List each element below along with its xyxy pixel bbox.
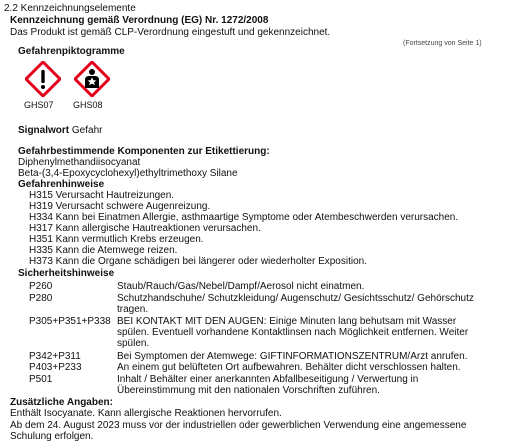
precaution-text: Staub/Rauch/Gas/Nebel/Dampf/Aerosol nicht einatmen. — [117, 281, 365, 292]
precaution-code: P260 — [29, 281, 53, 292]
hazard-statement: H351 Kann vermutlich Krebs erzeugen. — [29, 234, 204, 245]
component-item: Beta-(3,4-Epoxycyclohexyl)ethyltrimethoxy Silane — [18, 168, 238, 179]
precaution-code: P305+P351+P338 — [29, 316, 111, 327]
precaution-text: Schutzhandschuhe/ Schutzkleidung/ Augenschutz/ Gesichtsschutz/ Gehörschutz — [117, 293, 474, 304]
precaution-text: Inhalt / Behälter einer anerkannten Abfallbeseitigung / Verwertung in — [117, 374, 419, 385]
hazard-statement: H335 Kann die Atemwege reizen. — [29, 245, 178, 256]
precaution-text: BEI KONTAKT MIT DEN AUGEN: Einige Minuten lang behutsam mit Wasser — [117, 316, 457, 327]
hazard-statement: H373 Kann die Organe schädigen bei längerer oder wiederholter Exposition. — [29, 256, 367, 267]
hazard-statement: H315 Verursacht Hautreizungen. — [29, 190, 175, 201]
additional-text: Enthält Isocyanate. Kann allergische Reaktionen hervorrufen. — [10, 408, 282, 419]
additional-text: Ab dem 24. August 2023 muss vor der industriellen oder gewerblichen Verwendung eine angemessene — [10, 420, 467, 431]
precaution-text: spülen. — [117, 338, 150, 349]
section-heading: 2.2 Kennzeichnungselemente — [4, 3, 136, 14]
pictograms-heading: Gefahrenpiktogramme — [18, 46, 125, 57]
continued-note: (Fortsetzung von Seite 1) — [403, 40, 482, 47]
classification-intro: Das Produkt ist gemäß CLP-Verordnung eingestuft und gekennzeichnet. — [10, 27, 331, 38]
precaution-code: P280 — [29, 293, 53, 304]
precaution-code: P342+P311 — [29, 351, 81, 362]
precaution-code: P403+P233 — [29, 362, 82, 373]
precaution-text: An einem gut belüfteten Ort aufbewahren. Behälter dicht verschlossen halten. — [117, 362, 461, 373]
components-heading: Gefahrbestimmende Komponenten zur Etikettierung: — [18, 146, 270, 157]
component-item: Diphenylmethandiisocyanat — [18, 157, 141, 168]
hazard-statement: H317 Kann allergische Hautreaktionen verursachen. — [29, 223, 261, 234]
hazard-statement: H319 Verursacht schwere Augenreizung. — [29, 201, 211, 212]
precautionary-heading: Sicherheitshinweise — [18, 268, 115, 279]
pictogram-label: GHS08 — [73, 100, 103, 110]
exclamation-mark-icon — [25, 61, 61, 97]
additional-text: Schulung erfolgen. — [10, 431, 94, 442]
precaution-text: spülen. Eventuell vorhandene Kontaktlinsen nach Möglichkeit entfernen. Weiter — [117, 327, 469, 338]
additional-heading: Zusätzliche Angaben: — [10, 397, 113, 408]
regulation-subheading: Kennzeichnung gemäß Verordnung (EG) Nr. 1272/2008 — [10, 15, 269, 26]
pictogram-label: GHS07 — [24, 100, 54, 110]
precaution-text: Übereinstimmung mit den nationalen Vorschriften zuführen. — [117, 385, 380, 396]
precaution-text: Bei Symptomen der Atemwege: GIFTINFORMATIONSZENTRUM/Arzt anrufen. — [117, 351, 468, 362]
health-hazard-icon — [74, 61, 110, 97]
precaution-text: tragen. — [117, 304, 149, 315]
precaution-code: P501 — [29, 374, 53, 385]
signal-word-row — [18, 125, 102, 136]
signal-word-value: Gefahr — [71, 125, 103, 136]
hazard-statements-heading: Gefahrenhinweise — [18, 179, 105, 190]
signal-word-label: Signalwort — [18, 125, 70, 136]
hazard-statement: H334 Kann bei Einatmen Allergie, asthmaartige Symptome oder Atembeschwerden verursachen. — [29, 212, 459, 223]
